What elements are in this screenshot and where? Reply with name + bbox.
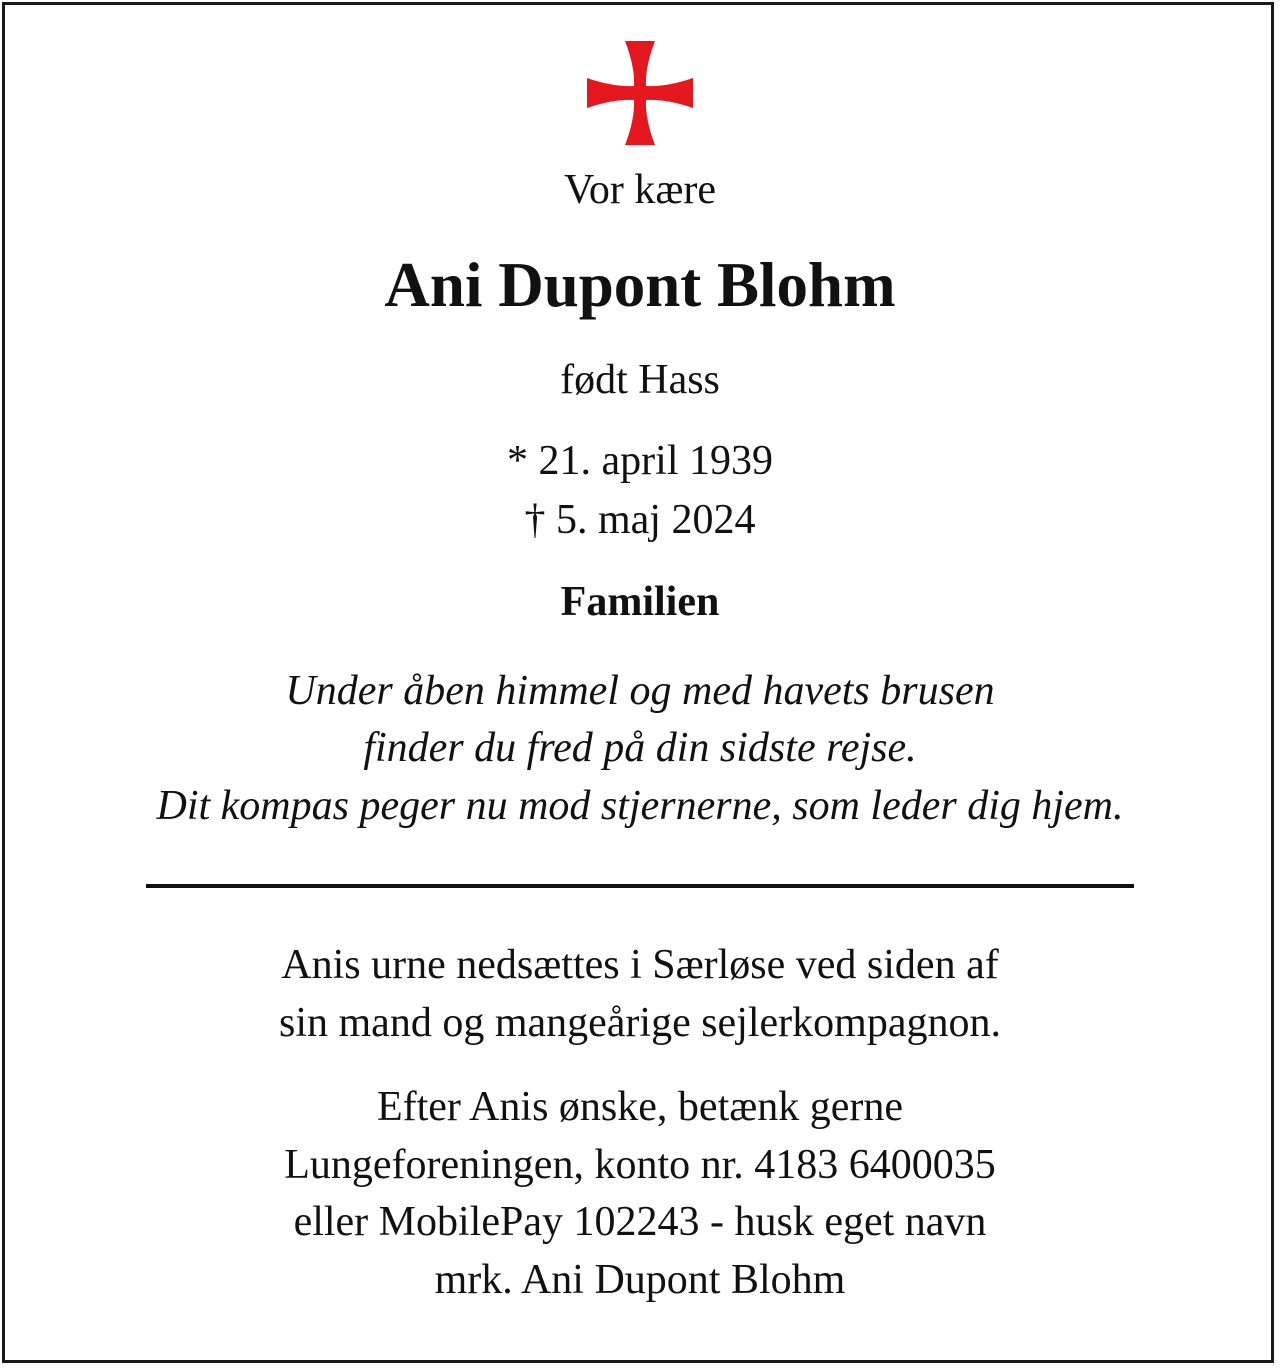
verse-line: finder du fred på din sidste rejse.: [363, 725, 917, 771]
divider: [146, 884, 1134, 888]
cross-pattee-icon: [587, 41, 693, 145]
maiden-name: født Hass: [560, 357, 720, 403]
burial-line: sin mand og mangeårige sejlerkompagnon.: [279, 1000, 1001, 1046]
intro-text: Vor kære: [563, 167, 717, 213]
verse-line: Dit kompas peger nu mod stjernerne, som leder dig hjem.: [156, 783, 1124, 829]
death-date: † 5. maj 2024: [524, 497, 756, 543]
donation-line: Efter Anis ønske, betænk gerne: [376, 1084, 904, 1130]
signed-by: Familien: [560, 579, 720, 625]
deceased-name: Ani Dupont Blohm: [384, 250, 896, 320]
burial-line: Anis urne nedsættes i Særløse ved siden af: [281, 942, 999, 988]
donation-line: eller MobilePay 102243 - husk eget navn: [293, 1199, 987, 1245]
birth-date: * 21. april 1939: [507, 438, 773, 484]
donation-line: Lungeforeningen, konto nr. 4183 6400035: [284, 1142, 996, 1188]
donation-line: mrk. Ani Dupont Blohm: [434, 1257, 846, 1303]
verse-line: Under åben himmel og med havets brusen: [285, 668, 995, 714]
